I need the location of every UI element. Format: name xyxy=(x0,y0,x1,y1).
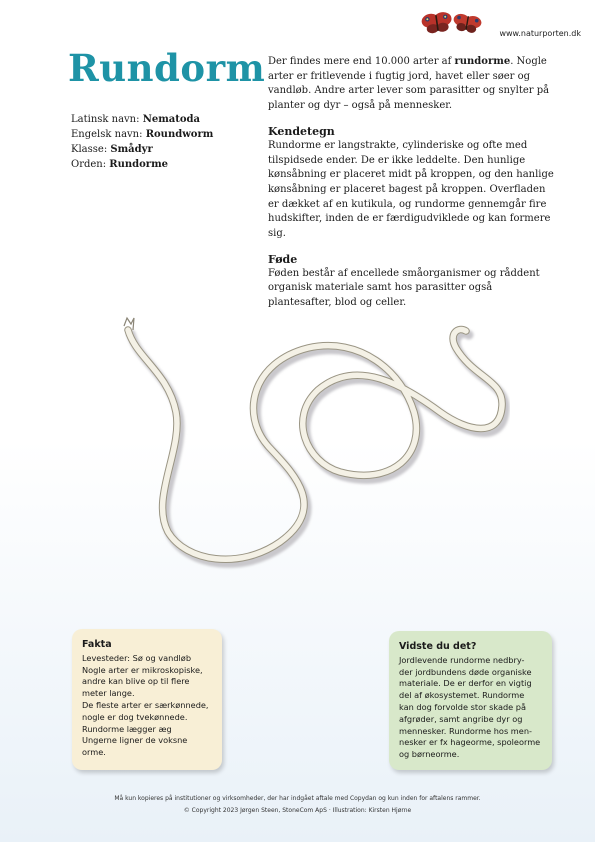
class-value: Smådyr xyxy=(110,144,153,155)
section-heading-foede: Føde xyxy=(268,252,298,266)
copyright-notice: Må kun kopieres på institutioner og virksomheder, der har indgået aftale med Copydan og kun inden for aftalens rammer. xyxy=(114,795,481,802)
intro-paragraph xyxy=(268,55,558,114)
fakta-line: De fleste arter er særkønnede, xyxy=(82,699,209,710)
vidste-line: der jordbundens døde organiske xyxy=(399,666,532,677)
vidste-line: Jordlevende rundorme nedbry- xyxy=(399,654,525,665)
copyright-credits: © Copyright 2023 Jørgen Steen, StoneCom ApS · Illustration: Kirsten Hjørne xyxy=(183,807,412,814)
page-title: Rundorm xyxy=(68,46,266,90)
section-text-kendetegn: Rundorme er langstrakte, cylinderiske og ofte med tilspidsede ender. De er ikke leddelte. Den hunlige kønsåbning er placeret midt på kroppen, og den hanlige kønsåbning er placeret bagest på kroppen. Overfladen er dækket af en kutikula, og rundorme gennemgår fire hudskifter, inden de er færdigudviklede og kan formere sig. xyxy=(268,139,554,240)
fakta-line: Ungerne ligner de voksne xyxy=(82,735,188,746)
fakta-line: Nogle arter er mikroskopiske, xyxy=(82,664,203,675)
main-text xyxy=(268,55,558,311)
species-info xyxy=(71,112,213,172)
latin-name-value: Nematoda xyxy=(142,114,201,125)
class-row xyxy=(71,142,213,157)
order-value: Rundorme xyxy=(109,159,169,170)
vidste-line: del af økosystemet. Rundorme xyxy=(399,690,525,701)
fakta-title: Fakta xyxy=(82,639,112,650)
section-text-foede: Føden består af encellede småorganismer og råddent organisk materiale samt hos parasitter også plantesafter, blod og celler. xyxy=(268,267,540,309)
latin-name-label: Latinsk navn: xyxy=(71,114,140,125)
fakta-line: andre kan blive op til flere xyxy=(82,676,190,687)
latin-name-row xyxy=(71,112,213,127)
vidste-du-det-box xyxy=(389,631,552,770)
english-name-row xyxy=(71,127,213,142)
vidste-line: og børneorme. xyxy=(399,749,460,760)
intro-bold: rundorme xyxy=(454,56,511,67)
order-row xyxy=(71,157,213,172)
section-heading-kendetegn: Kendetegn xyxy=(268,124,335,138)
intro-text-2: . Nogle arter er fritlevende i fugtig jord, havet eller søer og vandløb. Andre arter lever som parasitter og snylter på planter og dyr – også på mennesker. xyxy=(268,56,550,112)
fakta-line: Levesteder: Sø og vandløb xyxy=(82,652,192,663)
fakta-line: nogle er dog tvekønnede. xyxy=(82,711,188,722)
intro-text-1: Der findes mere end 10.000 arter af xyxy=(268,56,455,67)
vidste-title: Vidste du det? xyxy=(399,641,477,652)
vidste-line: materiale. De er derfor en vigtig xyxy=(399,678,532,689)
fakta-line: Rundorme lægger æg xyxy=(82,723,172,734)
english-name-value: Roundworm xyxy=(145,129,214,140)
fakta-box xyxy=(72,629,222,770)
order-label: Orden: xyxy=(71,159,107,170)
english-name-label: Engelsk navn: xyxy=(71,129,143,140)
logo xyxy=(421,10,581,46)
fakta-line: orme. xyxy=(82,747,106,758)
vidste-line: kan dog forvolde stor skade på xyxy=(399,701,527,712)
butterfly-icon xyxy=(421,10,485,36)
class-label: Klasse: xyxy=(71,144,108,155)
website-url[interactable]: www.naturporten.dk xyxy=(499,29,581,38)
vidste-line: mennesker. Rundorme hos men- xyxy=(399,725,532,736)
roundworm-illustration xyxy=(100,305,510,590)
vidste-line: afgrøder, samt angribe dyr og xyxy=(399,713,523,724)
fakta-line: meter lange. xyxy=(82,688,135,699)
vidste-line: nesker er fx hageorme, spoleorme xyxy=(399,737,541,748)
